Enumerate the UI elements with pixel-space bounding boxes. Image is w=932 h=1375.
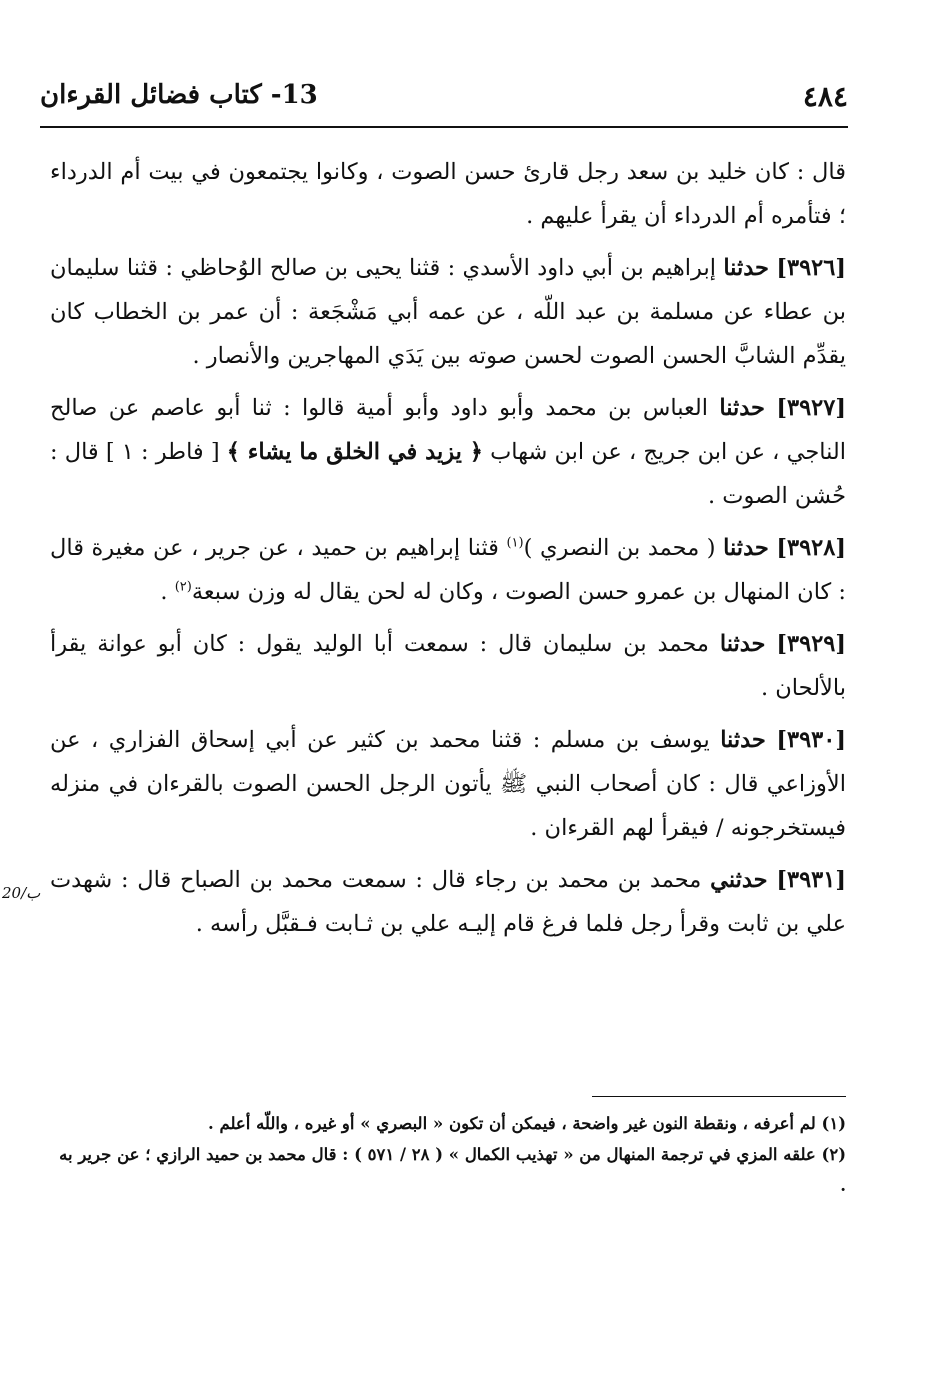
- footnote-1: (١) لم أعرفه ، ونقطة النون غير واضحة ، فيمكن أن تكون « البصري » أو غيره ، واللّه أعلم .: [207, 1114, 846, 1133]
- footnote-2: (٢) علقه المزي في ترجمة المنهال من « تهذيب الكمال » ( ٢٨ / ٥٧١ ) : قال محمد بن حميد الرازي ؛ عن جرير به .: [59, 1145, 846, 1195]
- hadith-number: [٣٩٣٠]: [776, 727, 846, 753]
- quran-verse: ﴿ يزيد في الخلق ما يشاء ﴾: [226, 439, 483, 465]
- page-header: [40, 80, 848, 120]
- footnote-ref-2[interactable]: (٢): [174, 579, 192, 595]
- hadith-number: [٣٩٢٦]: [776, 255, 846, 281]
- hadith-text: إبراهيم بن أبي داود الأسدي : قثنا يحيى بن صالح الوُحاظي : قثنا سليمان بن عطاء عن مسلمة بن عبد اللّه ، عن عمه أبي مَشْجَعة : أن عمر بن الخطاب كان يقدِّم الشابَّ الحسن الصوت لحسن صوته بين يَدَي المهاجرين والأنصار .: [50, 255, 846, 369]
- hadith-end: .: [160, 579, 168, 605]
- hadith-3927: [50, 386, 846, 518]
- hadith-opener: حدثنا: [720, 727, 766, 753]
- hadith-opener: حدثني: [710, 867, 768, 893]
- hadith-number: [٣٩٢٧]: [776, 395, 846, 421]
- hadith-text: محمد بن محمد بن رجاء قال : سمعت محمد بن الصباح قال : شهدت علي بن ثابت وقرأ رجل فلما فرغ قام إليـه علي بن ثـابت فـقبَّل رأسه .: [50, 867, 846, 937]
- hadith-text: يوسف بن مسلم : قثنا محمد بن كثير عن أبي إسحاق الفزاري ، عن الأوزاعي قال : كان أصحاب النبي ﷺ يأتون الرجل الحسن الصوت بالقرءان في منزله فيستخرجونه / فيقرأ لهم القرءان .: [50, 727, 846, 841]
- hadith-text: ( محمد بن النصري ): [523, 535, 716, 561]
- hadith-text-after: [ فاطر : ١ ] قال : حُشن الصوت .: [49, 439, 846, 509]
- footnote-divider: [592, 1096, 846, 1097]
- hadith-3926: [50, 246, 846, 378]
- paragraph-intro: [50, 150, 846, 238]
- hadith-text: العباس بن محمد وأبو داود وأبو أمية قالوا : ثنا أبو عاصم عن صالح الناجي ، عن ابن جريج ، عن ابن شهاب: [50, 395, 846, 465]
- hadith-number: [٣٩٢٨]: [776, 535, 847, 561]
- page-number: ٤٨٤: [802, 80, 848, 113]
- hadith-3928: [50, 526, 846, 614]
- hadith-opener: حدثنا: [719, 395, 765, 421]
- hadith-3930: [50, 718, 846, 850]
- hadith-opener: حدثنا: [723, 255, 769, 281]
- hadith-3931: [50, 858, 846, 946]
- hadith-opener: حدثنا: [723, 535, 769, 561]
- hadith-text-after: قثنا إبراهيم بن حميد ، عن جرير ، عن مغيرة قال : كان المنهال بن عمرو حسن الصوت ، وكان له لحن يقال له وزن سبعة: [50, 535, 846, 605]
- header-divider: [40, 126, 848, 128]
- hadith-text: محمد بن سليمان قال : سمعت أبا الوليد يقول : كان أبو عوانة يقرأ بالألحان .: [50, 631, 846, 701]
- hadith-3929: [50, 622, 846, 710]
- hadith-opener: حدثنا: [719, 631, 766, 657]
- footnote-ref-1[interactable]: (١): [506, 535, 524, 551]
- hadith-number: [٣٩٣١]: [776, 867, 847, 893]
- chapter-title: 13- كتاب فضائل القرءان: [40, 80, 318, 110]
- main-text: [50, 150, 846, 954]
- footnotes: [50, 1108, 846, 1201]
- manuscript-folio-note: 20/ب: [2, 884, 41, 902]
- paragraph-text: قال : كان خليد بن سعد رجل قارئ حسن الصوت ، وكانوا يجتمعون في بيت أم الدرداء ؛ فتأمره أم الدرداء أن يقرأ عليهم .: [50, 159, 846, 229]
- hadith-number: [٣٩٢٩]: [776, 631, 847, 657]
